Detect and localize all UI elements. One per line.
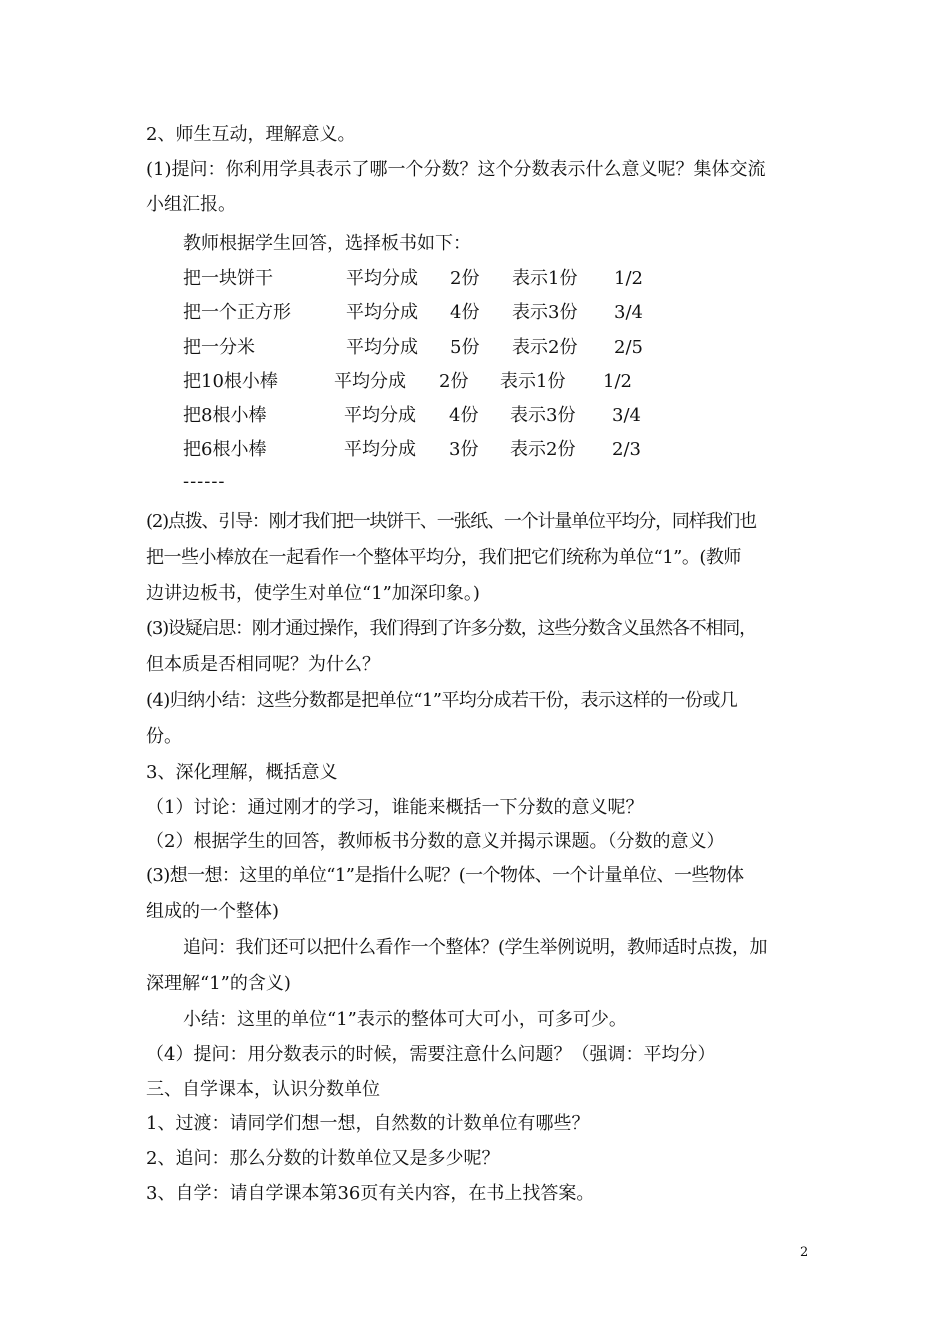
board-object: 把一分米 [183, 337, 255, 358]
paragraph-line: （1）讨论：通过刚才的学习，谁能来概括一下分数的意义呢？ [146, 797, 644, 818]
board-shown: 表示3份 [510, 405, 576, 426]
board-parts: 2份 [450, 268, 480, 289]
board-fraction: 2/5 [614, 337, 643, 358]
section-heading-2: 2、师生互动，理解意义。 [146, 124, 356, 145]
board-shown: 表示1份 [512, 268, 578, 289]
board-action: 平均分成 [334, 371, 406, 392]
board-action: 平均分成 [344, 405, 416, 426]
board-parts: 4份 [449, 405, 479, 426]
paragraph-line: 小结：这里的单位“1”表示的整体可大可小，可多可少。 [183, 1009, 627, 1030]
paragraph-line: 组成的一个整体) [146, 901, 280, 922]
paragraph-line: 小组汇报。 [146, 194, 236, 215]
board-shown: 表示3份 [512, 302, 578, 323]
board-fraction: 3/4 [614, 302, 643, 323]
board-shown: 表示2份 [512, 337, 578, 358]
page-number: 2 [800, 1245, 809, 1260]
board-fraction: 1/2 [614, 268, 643, 289]
paragraph-line: (3)设疑启思：刚才通过操作，我们得到了许多分数，这些分数含义虽然各不相同， [146, 618, 756, 639]
paragraph-line: 教师根据学生回答，选择板书如下： [183, 233, 471, 254]
paragraph-line: (1)提问：你利用学具表示了哪一个分数？这个分数表示什么意义呢？集体交流 [146, 159, 766, 180]
paragraph-line: 把一些小棒放在一起看作一个整体平均分，我们把它们统称为单位“1”。(教师 [146, 547, 741, 568]
section-heading-three: 三、自学课本，认识分数单位 [146, 1079, 380, 1100]
paragraph-line: 追问：我们还可以把什么看作一个整体？(学生举例说明，教师适时点拨，加 [183, 937, 768, 958]
board-object: 把6根小棒 [183, 439, 267, 460]
paragraph-line: 1、过渡：请同学们想一想，自然数的计数单位有哪些？ [146, 1113, 590, 1134]
board-shown: 表示2份 [510, 439, 576, 460]
board-fraction: 2/3 [612, 439, 641, 460]
paragraph-line: (4)归纳小结：这些分数都是把单位“1”平均分成若干份，表示这样的一份或几 [146, 690, 738, 711]
board-object: 把一块饼干 [183, 268, 273, 289]
board-object: 把8根小棒 [183, 405, 267, 426]
paragraph-line: （2）根据学生的回答，教师板书分数的意义并揭示课题。（分数的意义） [146, 831, 725, 852]
board-object: 把一个正方形 [183, 302, 291, 323]
board-parts: 4份 [450, 302, 480, 323]
paragraph-line: 2、追问：那么分数的计数单位又是多少呢？ [146, 1148, 500, 1169]
paragraph-line: 深理解“1”的含义) [146, 973, 291, 994]
paragraph-line: 边讲边板书，使学生对单位“1”加深印象。) [146, 583, 480, 604]
board-continuation: ------ [183, 471, 226, 492]
paragraph-line: 份。 [146, 726, 182, 747]
board-action: 平均分成 [346, 337, 418, 358]
paragraph-line: 3、自学：请自学课本第36页有关内容，在书上找答案。 [146, 1183, 595, 1204]
board-fraction: 3/4 [612, 405, 641, 426]
board-parts: 2份 [439, 371, 469, 392]
board-fraction: 1/2 [603, 371, 632, 392]
paragraph-line: (2)点拨、引导：刚才我们把一块饼干、一张纸、一个计量单位平均分，同样我们也 [146, 511, 756, 532]
section-heading-3: 3、深化理解，概括意义 [146, 762, 338, 783]
board-parts: 3份 [449, 439, 479, 460]
board-action: 平均分成 [346, 302, 418, 323]
board-action: 平均分成 [344, 439, 416, 460]
board-shown: 表示1份 [500, 371, 566, 392]
paragraph-line: 但本质是否相同呢？为什么？ [146, 654, 380, 675]
paragraph-line: （4）提问：用分数表示的时候，需要注意什么问题？（强调：平均分） [146, 1044, 716, 1065]
paragraph-line: (3)想一想：这里的单位“1”是指什么呢？(一个物体、一个计量单位、一些物体 [146, 865, 744, 886]
board-action: 平均分成 [346, 268, 418, 289]
board-parts: 5份 [450, 337, 480, 358]
board-object: 把10根小棒 [183, 371, 278, 392]
